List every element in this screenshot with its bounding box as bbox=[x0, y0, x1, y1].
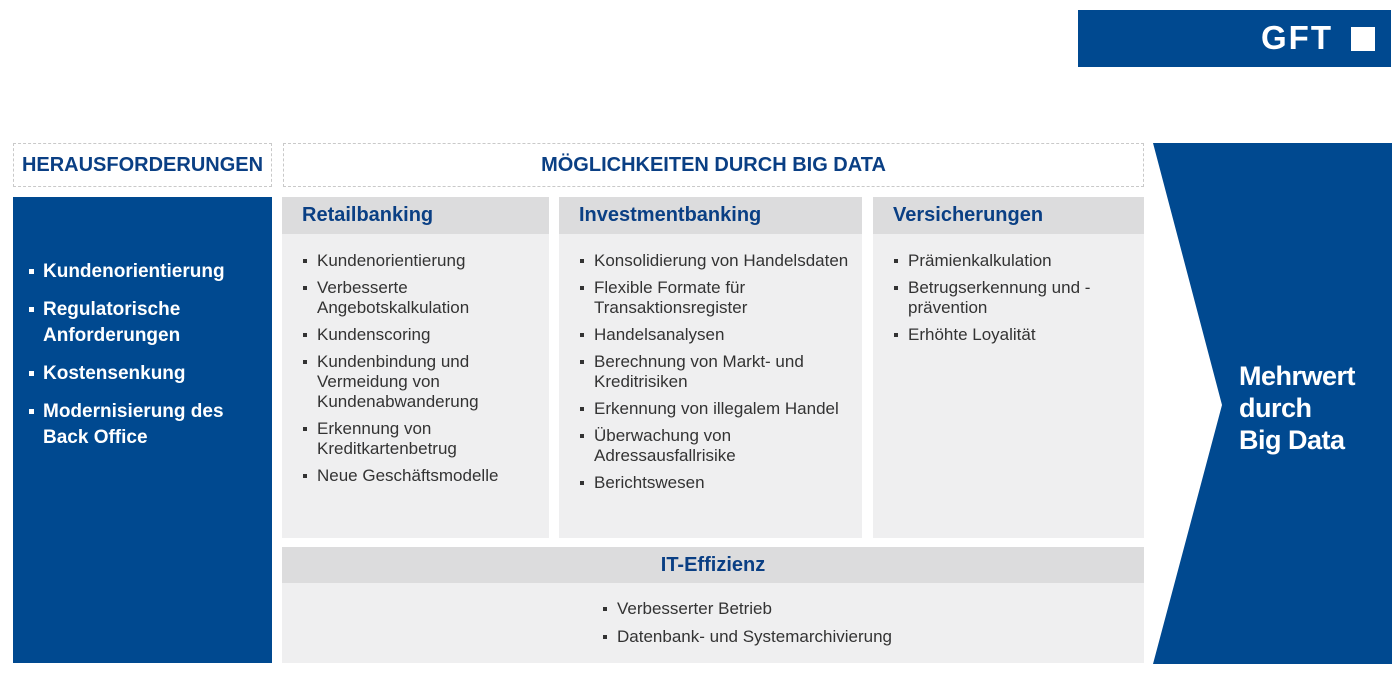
versicherungen-list bbox=[873, 234, 1144, 345]
result-line: Mehrwert bbox=[1239, 361, 1356, 391]
list-item: Verbesserter Betrieb bbox=[603, 599, 892, 619]
logo-text: GFT bbox=[1261, 19, 1333, 56]
opportunities-header: MÖGLICHKEITEN DURCH BIG DATA bbox=[283, 143, 1144, 187]
list-item: Datenbank- und Systemarchivierung bbox=[603, 627, 892, 647]
versicherungen-title: Versicherungen bbox=[873, 197, 1144, 234]
versicherungen-panel bbox=[873, 197, 1144, 538]
list-item: Handelsanalysen bbox=[580, 325, 854, 345]
it-efficiency-title: IT-Effizienz bbox=[282, 547, 1144, 583]
list-item: Berichtswesen bbox=[580, 473, 854, 493]
challenge-item: Regulatorische Anforderungen bbox=[29, 297, 265, 349]
list-item: Flexible Formate für Transaktionsregister bbox=[580, 278, 854, 318]
list-item: Erkennung von Kreditkartenbetrug bbox=[303, 419, 541, 459]
investmentbanking-list bbox=[559, 234, 862, 493]
list-item: Erkennung von illegalem Handel bbox=[580, 399, 854, 419]
list-item: Konsolidierung von Handelsdaten bbox=[580, 251, 854, 271]
it-efficiency-panel bbox=[282, 547, 1144, 663]
challenge-item: Kostensenkung bbox=[29, 361, 265, 387]
list-item: Kundenorientierung bbox=[303, 251, 541, 271]
list-item: Überwachung von Adressausfallrisike bbox=[580, 426, 854, 466]
challenge-item: Kundenorientierung bbox=[29, 259, 265, 285]
list-item: Kundenbindung und Vermeidung von Kundenabwanderung bbox=[303, 352, 541, 412]
list-item: Kundenscoring bbox=[303, 325, 541, 345]
gft-logo bbox=[1078, 10, 1391, 67]
logo-square-icon bbox=[1351, 27, 1375, 51]
challenges-panel bbox=[13, 197, 272, 663]
result-line: durch bbox=[1239, 393, 1312, 423]
list-item: Erhöhte Loyalität bbox=[894, 325, 1136, 345]
challenges-list bbox=[29, 259, 265, 463]
retailbanking-panel bbox=[282, 197, 549, 538]
retailbanking-title: Retailbanking bbox=[282, 197, 549, 234]
challenges-header: HERAUSFORDERUNGEN bbox=[13, 143, 272, 187]
list-item: Prämienkalkulation bbox=[894, 251, 1136, 271]
investmentbanking-panel bbox=[559, 197, 862, 538]
list-item: Betrugserkennung und -prävention bbox=[894, 278, 1136, 318]
challenge-item: Modernisierung des Back Office bbox=[29, 399, 265, 451]
investmentbanking-title: Investmentbanking bbox=[559, 197, 862, 234]
list-item: Berechnung von Markt- und Kreditrisiken bbox=[580, 352, 854, 392]
retailbanking-list bbox=[282, 234, 549, 486]
result-text bbox=[1239, 360, 1389, 456]
list-item: Neue Geschäftsmodelle bbox=[303, 466, 541, 486]
list-item: Verbesserte Angebotskalkulation bbox=[303, 278, 541, 318]
it-efficiency-list bbox=[603, 599, 892, 655]
result-line: Big Data bbox=[1239, 425, 1345, 455]
